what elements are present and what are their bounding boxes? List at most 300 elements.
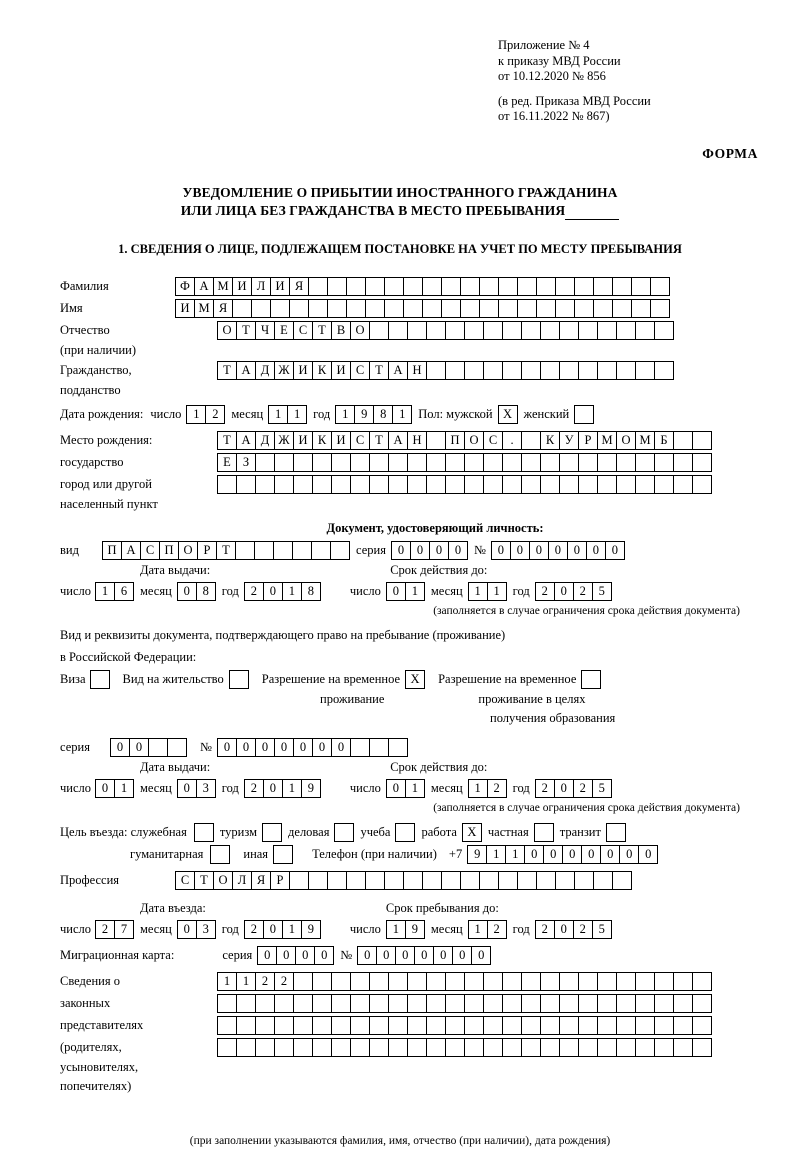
cell[interactable] <box>464 475 484 494</box>
cell[interactable]: 2 <box>487 779 507 798</box>
cell[interactable]: П <box>102 541 122 560</box>
legal-rep-input-line4[interactable] <box>217 1038 711 1057</box>
cell[interactable] <box>403 277 423 296</box>
cell[interactable]: 2 <box>274 972 294 991</box>
birthplace-input-line1[interactable] <box>217 431 711 450</box>
cell[interactable] <box>593 871 613 890</box>
cell[interactable] <box>312 475 332 494</box>
cell[interactable]: 0 <box>276 946 296 965</box>
cell[interactable] <box>274 453 294 472</box>
cell[interactable] <box>311 541 331 560</box>
cell[interactable]: 0 <box>554 920 574 939</box>
purpose-study-checkbox[interactable] <box>395 823 414 842</box>
cell[interactable] <box>289 299 309 318</box>
permit-issue-month-input[interactable] <box>177 779 215 798</box>
cell[interactable] <box>692 1016 712 1035</box>
cell[interactable]: 5 <box>592 582 612 601</box>
cell[interactable]: Р <box>270 871 290 890</box>
cell[interactable]: 0 <box>236 738 256 757</box>
cell[interactable] <box>407 321 427 340</box>
cell[interactable] <box>559 361 579 380</box>
cell[interactable]: Ж <box>274 361 294 380</box>
cell[interactable] <box>441 871 461 890</box>
cell[interactable]: Л <box>251 277 271 296</box>
cell[interactable]: 2 <box>95 920 115 939</box>
cell[interactable]: 1 <box>95 582 115 601</box>
cell[interactable]: И <box>175 299 195 318</box>
migration-series-input[interactable] <box>257 946 333 965</box>
cell[interactable] <box>536 871 556 890</box>
cell[interactable]: 0 <box>177 920 197 939</box>
cell[interactable]: М <box>194 299 214 318</box>
cell[interactable] <box>650 299 670 318</box>
cell[interactable]: 0 <box>567 541 587 560</box>
cell[interactable] <box>654 453 674 472</box>
birth-year-input[interactable] <box>335 405 411 424</box>
cell[interactable] <box>616 1038 636 1057</box>
cell[interactable]: 0 <box>429 541 449 560</box>
cell[interactable]: 0 <box>619 845 639 864</box>
cell[interactable] <box>692 475 712 494</box>
cell[interactable]: 0 <box>257 946 277 965</box>
cell[interactable]: 0 <box>95 779 115 798</box>
cell[interactable]: Т <box>312 321 332 340</box>
cell[interactable] <box>578 321 598 340</box>
cell[interactable] <box>350 475 370 494</box>
valid-month-input[interactable] <box>468 582 506 601</box>
cell[interactable]: 2 <box>244 920 264 939</box>
cell[interactable]: А <box>194 277 214 296</box>
cell[interactable]: О <box>178 541 198 560</box>
cell[interactable] <box>369 1038 389 1057</box>
cell[interactable]: Р <box>197 541 217 560</box>
entry-year-input[interactable] <box>244 920 320 939</box>
cell[interactable] <box>293 1038 313 1057</box>
issue-day-input[interactable] <box>95 582 133 601</box>
cell[interactable]: Б <box>654 431 674 450</box>
cell[interactable]: 1 <box>486 845 506 864</box>
cell[interactable] <box>407 994 427 1013</box>
cell[interactable] <box>597 361 617 380</box>
cell[interactable] <box>555 299 575 318</box>
cell[interactable] <box>464 321 484 340</box>
cell[interactable] <box>559 453 579 472</box>
cell[interactable]: 1 <box>282 582 302 601</box>
cell[interactable]: А <box>388 361 408 380</box>
cell[interactable] <box>407 972 427 991</box>
cell[interactable]: 0 <box>510 541 530 560</box>
cell[interactable] <box>673 994 693 1013</box>
cell[interactable] <box>540 475 560 494</box>
cell[interactable] <box>593 277 613 296</box>
cell[interactable] <box>616 1016 636 1035</box>
name-input[interactable] <box>175 299 669 318</box>
cell[interactable] <box>388 972 408 991</box>
cell[interactable] <box>498 299 518 318</box>
cell[interactable] <box>692 972 712 991</box>
cell[interactable] <box>578 475 598 494</box>
cell[interactable] <box>312 1016 332 1035</box>
cell[interactable] <box>350 972 370 991</box>
cell[interactable]: З <box>236 453 256 472</box>
issue-year-input[interactable] <box>244 582 320 601</box>
purpose-private-checkbox[interactable] <box>534 823 553 842</box>
cell[interactable] <box>312 1038 332 1057</box>
cell[interactable]: 0 <box>295 946 315 965</box>
cell[interactable] <box>350 1038 370 1057</box>
cell[interactable] <box>673 453 693 472</box>
cell[interactable] <box>327 277 347 296</box>
cell[interactable] <box>388 453 408 472</box>
birthplace-input-line2[interactable] <box>217 453 711 472</box>
cell[interactable]: Д <box>255 431 275 450</box>
iddoc-type-input[interactable] <box>102 541 349 560</box>
cell[interactable] <box>578 361 598 380</box>
cell[interactable] <box>673 1016 693 1035</box>
cell[interactable]: Т <box>236 321 256 340</box>
cell[interactable]: 1 <box>282 920 302 939</box>
cell[interactable] <box>654 361 674 380</box>
cell[interactable]: Т <box>369 431 389 450</box>
cell[interactable] <box>167 738 187 757</box>
cell[interactable] <box>346 299 366 318</box>
cell[interactable]: 9 <box>405 920 425 939</box>
cell[interactable] <box>365 299 385 318</box>
cell[interactable] <box>255 1038 275 1057</box>
birthplace-input-line3[interactable] <box>217 475 711 494</box>
cell[interactable] <box>540 361 560 380</box>
cell[interactable]: 0 <box>357 946 377 965</box>
cell[interactable] <box>612 871 632 890</box>
purpose-other-checkbox[interactable] <box>273 845 292 864</box>
cell[interactable]: Т <box>217 431 237 450</box>
cell[interactable] <box>407 453 427 472</box>
cell[interactable] <box>578 994 598 1013</box>
permit-valid-year-input[interactable] <box>535 779 611 798</box>
cell[interactable] <box>293 453 313 472</box>
cell[interactable]: 0 <box>638 845 658 864</box>
cell[interactable] <box>559 475 579 494</box>
cell[interactable] <box>631 299 651 318</box>
cell[interactable] <box>502 361 522 380</box>
cell[interactable]: 1 <box>405 582 425 601</box>
cell[interactable]: Ч <box>255 321 275 340</box>
cell[interactable]: 1 <box>114 779 134 798</box>
cell[interactable] <box>597 1016 617 1035</box>
cell[interactable] <box>334 823 354 842</box>
cell[interactable]: 2 <box>573 582 593 601</box>
cell[interactable] <box>388 475 408 494</box>
cell[interactable] <box>502 1038 522 1057</box>
cell[interactable]: 0 <box>491 541 511 560</box>
cell[interactable] <box>369 321 389 340</box>
cell[interactable] <box>574 871 594 890</box>
cell[interactable] <box>654 475 674 494</box>
cell[interactable] <box>330 541 350 560</box>
cell[interactable] <box>273 541 293 560</box>
cell[interactable] <box>460 299 480 318</box>
cell[interactable] <box>616 321 636 340</box>
cell[interactable] <box>369 972 389 991</box>
cell[interactable] <box>502 1016 522 1035</box>
stay-day-input[interactable] <box>386 920 424 939</box>
cell[interactable] <box>331 994 351 1013</box>
cell[interactable]: Я <box>289 277 309 296</box>
cell[interactable]: И <box>293 361 313 380</box>
cell[interactable] <box>502 453 522 472</box>
purpose-tourism-checkbox[interactable] <box>262 823 281 842</box>
cell[interactable] <box>692 1038 712 1057</box>
cell[interactable] <box>597 1038 617 1057</box>
cell[interactable]: 0 <box>274 738 294 757</box>
cell[interactable]: 8 <box>196 582 216 601</box>
valid-year-input[interactable] <box>535 582 611 601</box>
cell[interactable] <box>407 475 427 494</box>
cell[interactable] <box>445 361 465 380</box>
cell[interactable] <box>521 453 541 472</box>
cell[interactable] <box>274 1016 294 1035</box>
cell[interactable] <box>384 277 404 296</box>
cell[interactable] <box>502 994 522 1013</box>
cell[interactable]: 0 <box>395 946 415 965</box>
cell[interactable] <box>422 299 442 318</box>
cell[interactable]: С <box>175 871 195 890</box>
cell[interactable] <box>426 475 446 494</box>
cell[interactable]: 8 <box>301 582 321 601</box>
cell[interactable]: 0 <box>391 541 411 560</box>
cell[interactable] <box>654 1038 674 1057</box>
permit-series-input[interactable] <box>110 738 186 757</box>
cell[interactable]: 0 <box>543 845 563 864</box>
cell[interactable] <box>559 972 579 991</box>
cell[interactable]: 0 <box>554 582 574 601</box>
cell[interactable]: С <box>140 541 160 560</box>
cell[interactable]: И <box>331 361 351 380</box>
cell[interactable] <box>692 453 712 472</box>
cell[interactable]: 0 <box>376 946 396 965</box>
cell[interactable]: 0 <box>586 541 606 560</box>
permit-issue-day-input[interactable] <box>95 779 133 798</box>
cell[interactable]: 0 <box>414 946 434 965</box>
cell[interactable] <box>312 994 332 1013</box>
cell[interactable] <box>331 1038 351 1057</box>
cell[interactable] <box>422 277 442 296</box>
cell[interactable]: 1 <box>186 405 206 424</box>
cell[interactable]: 0 <box>433 946 453 965</box>
cell[interactable] <box>210 845 230 864</box>
cell[interactable] <box>578 453 598 472</box>
permit-issue-year-input[interactable] <box>244 779 320 798</box>
cell[interactable] <box>517 277 537 296</box>
cell[interactable] <box>635 321 655 340</box>
cell[interactable] <box>236 994 256 1013</box>
cell[interactable] <box>232 299 252 318</box>
cell[interactable]: С <box>350 431 370 450</box>
cell[interactable] <box>521 321 541 340</box>
cell[interactable] <box>255 1016 275 1035</box>
cell[interactable]: 1 <box>287 405 307 424</box>
cell[interactable]: 9 <box>354 405 374 424</box>
cell[interactable] <box>654 972 674 991</box>
sex-female-checkbox[interactable] <box>574 405 593 424</box>
cell[interactable] <box>612 277 632 296</box>
cell[interactable] <box>255 994 275 1013</box>
cell[interactable] <box>464 1038 484 1057</box>
cell[interactable]: 2 <box>535 779 555 798</box>
cell[interactable] <box>616 361 636 380</box>
stay-year-input[interactable] <box>535 920 611 939</box>
cell[interactable]: 1 <box>236 972 256 991</box>
stay-month-input[interactable] <box>468 920 506 939</box>
cell[interactable] <box>654 994 674 1013</box>
cell[interactable] <box>255 475 275 494</box>
cell[interactable] <box>217 1016 237 1035</box>
cell[interactable] <box>534 823 554 842</box>
cell[interactable] <box>635 453 655 472</box>
citizenship-input[interactable] <box>217 361 673 380</box>
cell[interactable] <box>346 277 366 296</box>
cell[interactable] <box>464 994 484 1013</box>
cell[interactable]: 0 <box>293 738 313 757</box>
cell[interactable] <box>407 1038 427 1057</box>
cell[interactable] <box>574 405 594 424</box>
cell[interactable] <box>521 1016 541 1035</box>
cell[interactable] <box>217 1038 237 1057</box>
cell[interactable] <box>426 453 446 472</box>
cell[interactable] <box>578 1038 598 1057</box>
cell[interactable]: Е <box>274 321 294 340</box>
cell[interactable] <box>426 994 446 1013</box>
permit-number-input[interactable] <box>217 738 407 757</box>
patronymic-input[interactable] <box>217 321 673 340</box>
cell[interactable] <box>331 972 351 991</box>
cell[interactable] <box>327 871 347 890</box>
cell[interactable]: 1 <box>468 779 488 798</box>
cell[interactable] <box>555 277 575 296</box>
cell[interactable]: 0 <box>312 738 332 757</box>
cell[interactable]: 0 <box>529 541 549 560</box>
cell[interactable] <box>426 1016 446 1035</box>
cell[interactable] <box>274 1038 294 1057</box>
cell[interactable] <box>369 475 389 494</box>
cell[interactable] <box>445 972 465 991</box>
cell[interactable] <box>502 321 522 340</box>
cell[interactable]: 1 <box>217 972 237 991</box>
cell[interactable] <box>464 361 484 380</box>
cell[interactable]: С <box>350 361 370 380</box>
cell[interactable]: 2 <box>205 405 225 424</box>
cell[interactable] <box>673 475 693 494</box>
cell[interactable]: 0 <box>331 738 351 757</box>
cell[interactable] <box>521 972 541 991</box>
cell[interactable] <box>540 1038 560 1057</box>
cell[interactable] <box>445 475 465 494</box>
purpose-transit-checkbox[interactable] <box>606 823 625 842</box>
cell[interactable] <box>479 299 499 318</box>
cell[interactable]: Ж <box>274 431 294 450</box>
surname-input[interactable] <box>175 277 669 296</box>
cell[interactable]: О <box>217 321 237 340</box>
cell[interactable]: 1 <box>386 920 406 939</box>
cell[interactable] <box>350 738 370 757</box>
cell[interactable]: И <box>232 277 252 296</box>
cell[interactable]: П <box>445 431 465 450</box>
cell[interactable]: 1 <box>282 779 302 798</box>
cell[interactable] <box>350 453 370 472</box>
cell[interactable] <box>217 994 237 1013</box>
cell[interactable] <box>312 453 332 472</box>
cell[interactable] <box>407 1016 427 1035</box>
cell[interactable] <box>236 475 256 494</box>
cell[interactable]: Х <box>462 823 482 842</box>
cell[interactable]: К <box>312 431 332 450</box>
cell[interactable]: 7 <box>114 920 134 939</box>
cell[interactable] <box>555 871 575 890</box>
cell[interactable] <box>521 431 541 450</box>
cell[interactable]: 2 <box>573 779 593 798</box>
cell[interactable]: 0 <box>548 541 568 560</box>
cell[interactable] <box>536 299 556 318</box>
cell[interactable] <box>460 871 480 890</box>
cell[interactable] <box>574 277 594 296</box>
cell[interactable] <box>426 431 446 450</box>
cell[interactable] <box>395 823 415 842</box>
cell[interactable] <box>441 299 461 318</box>
cell[interactable] <box>654 1016 674 1035</box>
cell[interactable]: Р <box>578 431 598 450</box>
cell[interactable] <box>464 972 484 991</box>
cell[interactable] <box>673 1038 693 1057</box>
cell[interactable] <box>616 475 636 494</box>
legal-rep-input-line2[interactable] <box>217 994 711 1013</box>
cell[interactable]: 0 <box>386 582 406 601</box>
cell[interactable]: Т <box>217 361 237 380</box>
cell[interactable]: 1 <box>505 845 525 864</box>
cell[interactable] <box>654 321 674 340</box>
cell[interactable] <box>578 1016 598 1035</box>
cell[interactable] <box>673 972 693 991</box>
cell[interactable] <box>350 1016 370 1035</box>
cell[interactable]: 2 <box>487 920 507 939</box>
cell[interactable]: О <box>350 321 370 340</box>
cell[interactable] <box>635 1016 655 1035</box>
cell[interactable] <box>445 1016 465 1035</box>
valid-day-input[interactable] <box>386 582 424 601</box>
cell[interactable]: В <box>331 321 351 340</box>
cell[interactable] <box>350 994 370 1013</box>
cell[interactable] <box>521 361 541 380</box>
cell[interactable] <box>369 994 389 1013</box>
cell[interactable]: 0 <box>581 845 601 864</box>
cell[interactable] <box>635 972 655 991</box>
cell[interactable]: Х <box>405 670 425 689</box>
cell[interactable]: А <box>236 431 256 450</box>
cell[interactable] <box>597 475 617 494</box>
cell[interactable] <box>255 453 275 472</box>
cell[interactable]: К <box>540 431 560 450</box>
cell[interactable]: Т <box>194 871 214 890</box>
cell[interactable] <box>426 972 446 991</box>
cell[interactable] <box>650 277 670 296</box>
cell[interactable]: 0 <box>110 738 130 757</box>
cell[interactable] <box>479 277 499 296</box>
phone-input[interactable] <box>467 845 657 864</box>
cell[interactable] <box>289 871 309 890</box>
cell[interactable]: Е <box>217 453 237 472</box>
cell[interactable] <box>536 277 556 296</box>
sex-male-checkbox[interactable] <box>498 405 517 424</box>
visa-checkbox[interactable] <box>90 670 109 689</box>
